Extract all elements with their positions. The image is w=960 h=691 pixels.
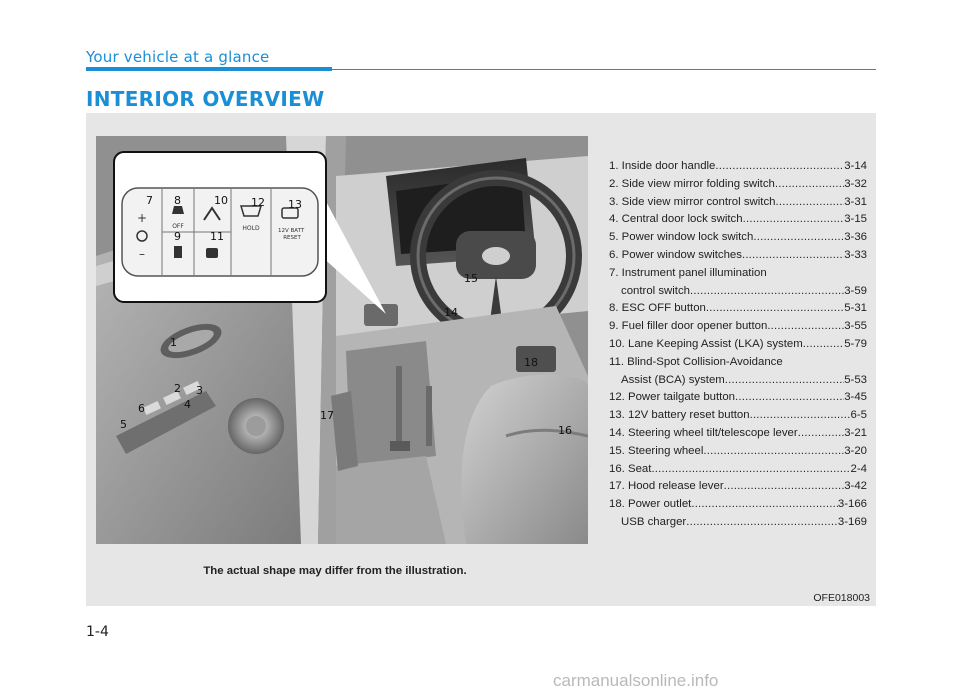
legend-leader-dots xyxy=(686,514,838,532)
page-number: 1-4 xyxy=(86,624,109,640)
legend-item xyxy=(609,300,867,318)
legend-leader-dots xyxy=(803,336,844,354)
legend-leader-dots xyxy=(725,372,844,390)
callout-3: 3 xyxy=(196,384,203,397)
legend-item-text: 10. Lane Keeping Assist (LKA) system xyxy=(609,337,803,350)
legend-item xyxy=(609,478,867,496)
legend-item-page: 3-20 xyxy=(844,444,867,457)
legend-item-text: control switch xyxy=(621,284,691,297)
legend-item-text: 2. Side view mirror folding switch xyxy=(609,177,775,190)
legend-item-page: 5-79 xyxy=(844,337,867,350)
callout-5: 5 xyxy=(120,418,127,431)
legend-item-text: 14. Steering wheel tilt/telescope lever xyxy=(609,426,798,439)
legend-leader-dots xyxy=(703,443,844,461)
legend-item xyxy=(609,211,867,229)
legend-leader-dots xyxy=(775,176,844,194)
legend-leader-dots xyxy=(742,247,844,265)
esc-off-icon xyxy=(172,206,184,214)
legend-item-page: 3-166 xyxy=(837,498,867,511)
legend-item-text: 6. Power window switches xyxy=(609,248,742,261)
legend-item-text: 5. Power window lock switch xyxy=(609,231,754,244)
legend-item xyxy=(609,158,867,176)
callout-7: 7 xyxy=(146,194,153,207)
callout-10: 10 xyxy=(214,194,228,207)
legend-leader-dots xyxy=(753,229,844,247)
legend-leader-dots xyxy=(775,194,844,212)
legend-leader-dots xyxy=(743,211,845,229)
legend-item-text: 12. Power tailgate button xyxy=(609,391,736,404)
legend-item-text: 9. Fuel filler door opener button xyxy=(609,320,768,333)
legend-leader-dots xyxy=(715,158,844,176)
legend-item-text: 4. Central door lock switch xyxy=(609,213,743,226)
callout-17: 17 xyxy=(320,409,334,422)
legend-item xyxy=(609,425,867,443)
legend-item xyxy=(609,283,867,301)
legend-item-text: 16. Seat xyxy=(609,462,652,475)
legend-item-page: 3-32 xyxy=(844,177,867,190)
legend-leader-dots xyxy=(706,300,844,318)
legend-leader-dots xyxy=(798,425,845,443)
callout-14: 14 xyxy=(444,306,458,319)
legend-item-text: 7. Instrument panel illumination xyxy=(609,266,767,279)
watermark: carmanualsonline.info xyxy=(553,671,719,690)
interior-illustration xyxy=(96,136,588,544)
legend-item-text: 1. Inside door handle xyxy=(609,160,716,172)
legend-item xyxy=(609,407,867,425)
legend-item xyxy=(609,247,867,265)
illumination-plus-label: + xyxy=(136,211,148,225)
legend-item xyxy=(609,265,867,283)
callout-12: 12 xyxy=(251,196,265,209)
legend-leader-dots xyxy=(767,318,844,336)
callout-15: 15 xyxy=(464,272,478,285)
esc-off-label: OFF xyxy=(172,223,184,230)
callout-1: 1 xyxy=(170,336,177,349)
legend-item-page: 3-15 xyxy=(844,213,867,226)
callout-16: 16 xyxy=(558,424,572,437)
legend-item xyxy=(609,496,867,514)
legend-item-page: 2-4 xyxy=(850,462,867,475)
section-header-title: Your vehicle at a glance xyxy=(86,48,270,66)
legend-item xyxy=(609,514,867,532)
legend-item-page: 3-36 xyxy=(844,231,867,244)
illumination-minus-label: – xyxy=(139,247,145,261)
legend-item xyxy=(609,389,867,407)
legend-item-page: 5-31 xyxy=(844,302,867,315)
header-rule-thin xyxy=(332,69,876,70)
legend-leader-dots xyxy=(724,478,845,496)
legend-item xyxy=(609,229,867,247)
legend-item xyxy=(609,318,867,336)
legend-leader-dots xyxy=(691,496,838,514)
legend-item-text: 18. Power outlet xyxy=(609,498,692,511)
header-rule-thick xyxy=(86,67,332,71)
callout-13: 13 xyxy=(288,198,302,211)
legend-item-text: 8. ESC OFF button xyxy=(609,302,706,315)
legend-item-text: 15. Steering wheel xyxy=(609,444,704,457)
legend-leader-dots xyxy=(750,407,851,425)
callout-18: 18 xyxy=(524,356,538,369)
legend-item xyxy=(609,443,867,461)
legend-item-text: Assist (BCA) system xyxy=(621,373,725,386)
legend-leader-dots xyxy=(651,461,850,479)
legend-item xyxy=(609,372,867,390)
legend-leader-dots xyxy=(690,283,844,301)
callout-8: 8 xyxy=(174,194,181,207)
tailgate-hold-label: HOLD xyxy=(242,225,260,232)
callout-9: 9 xyxy=(174,230,181,243)
callout-4: 4 xyxy=(184,398,191,411)
legend-item-page: 3-59 xyxy=(844,284,867,297)
battery-reset-label: 12V BATT RESET xyxy=(278,228,305,241)
fuel-door-icon xyxy=(174,246,182,258)
legend-item-page: 6-5 xyxy=(850,409,867,422)
legend-item-text: 11. Blind-Spot Collision-Avoidance xyxy=(609,355,783,368)
image-code: OFE018003 xyxy=(813,592,870,604)
page-title: INTERIOR OVERVIEW xyxy=(86,87,325,111)
legend-item-page: 3-42 xyxy=(844,480,867,493)
legend-item-page: 5-53 xyxy=(844,373,867,386)
bca-icon xyxy=(206,248,218,258)
legend-item-text: 13. 12V battery reset button xyxy=(609,409,750,422)
interior-drawing xyxy=(96,136,588,544)
callout-11: 11 xyxy=(210,230,224,243)
legend-item xyxy=(609,354,867,372)
legend-item-page: 3-33 xyxy=(844,248,867,261)
legend-item xyxy=(609,176,867,194)
legend-item-page: 3-21 xyxy=(844,426,867,439)
legend-item-page: 3-31 xyxy=(844,195,867,208)
legend-item-text: 17. Hood release lever xyxy=(609,480,724,493)
legend-item-page: 3-169 xyxy=(837,515,867,528)
legend-item xyxy=(609,336,867,354)
callout-2: 2 xyxy=(174,382,181,395)
legend-leader-dots xyxy=(735,389,844,407)
legend-item-text: 3. Side view mirror control switch xyxy=(609,195,776,208)
legend-item-text: USB charger xyxy=(621,515,687,528)
legend-item xyxy=(609,194,867,212)
legend-item-page: 3-45 xyxy=(844,391,867,404)
parts-legend xyxy=(609,158,867,532)
legend-item xyxy=(609,461,867,479)
legend-item-page: 3-55 xyxy=(844,320,867,333)
legend-item-page: 3-14 xyxy=(844,160,867,172)
callout-6: 6 xyxy=(138,402,145,415)
illustration-note: The actual shape may differ from the illustration. xyxy=(203,565,467,577)
